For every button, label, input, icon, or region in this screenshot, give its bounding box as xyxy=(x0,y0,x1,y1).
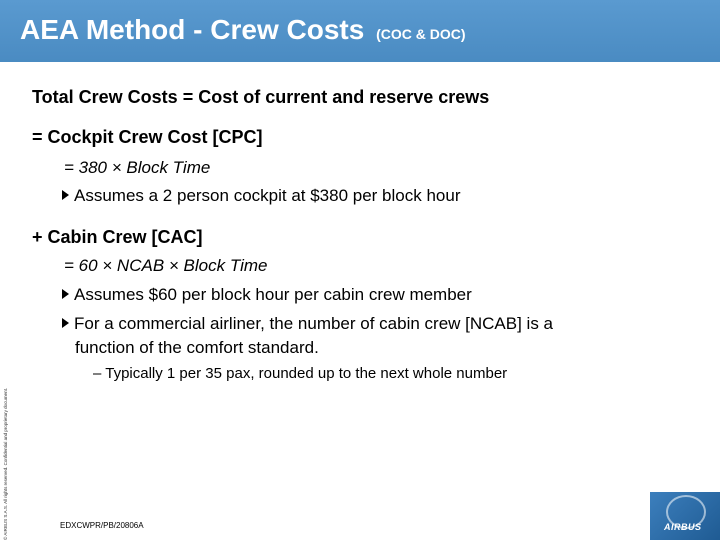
bullet-arrow-icon xyxy=(62,190,69,200)
slide-title-sub: (COC & DOC) xyxy=(376,26,466,42)
bullet-arrow-icon xyxy=(62,289,69,299)
cockpit-bullet-text: Assumes a 2 person cockpit at $380 per block hour xyxy=(74,186,461,205)
cabin-bullet-2-text: For a commercial airliner, the number of cabin crew [NCAB] is a xyxy=(74,314,554,333)
slide-title-main: AEA Method - Crew Costs xyxy=(20,14,365,45)
copyright-note: © AIRBUS S.A.S. All rights reserved. Confidential and proprietary document. xyxy=(3,387,8,540)
cockpit-bullet xyxy=(62,186,461,206)
slide-title xyxy=(20,14,466,46)
cabin-formula: = 60 × NCAB × Block Time xyxy=(64,256,268,275)
cabin-bullet-2-continuation: function of the comfort standard. xyxy=(75,338,319,357)
sub-bullet: – Typically 1 per 35 pax, rounded up to the next whole number xyxy=(93,365,508,382)
document-reference: EDXCWPR/PB/20806A xyxy=(60,521,144,530)
cabin-bullet-1-text: Assumes $60 per block hour per cabin crew member xyxy=(74,285,472,304)
bullet-arrow-icon xyxy=(62,318,69,328)
cabin-bullet-1 xyxy=(62,285,472,305)
logo-text: AIRBUS xyxy=(664,522,702,532)
cockpit-crew-heading: = Cockpit Crew Cost [CPC] xyxy=(32,127,263,147)
title-bar xyxy=(0,0,720,62)
airbus-logo xyxy=(650,492,720,540)
total-crew-costs-line: Total Crew Costs = Cost of current and reserve crews xyxy=(32,87,490,107)
cabin-bullet-2 xyxy=(62,314,553,334)
cockpit-formula: = 380 × Block Time xyxy=(64,158,211,177)
cabin-crew-heading: + Cabin Crew [CAC] xyxy=(32,227,203,247)
